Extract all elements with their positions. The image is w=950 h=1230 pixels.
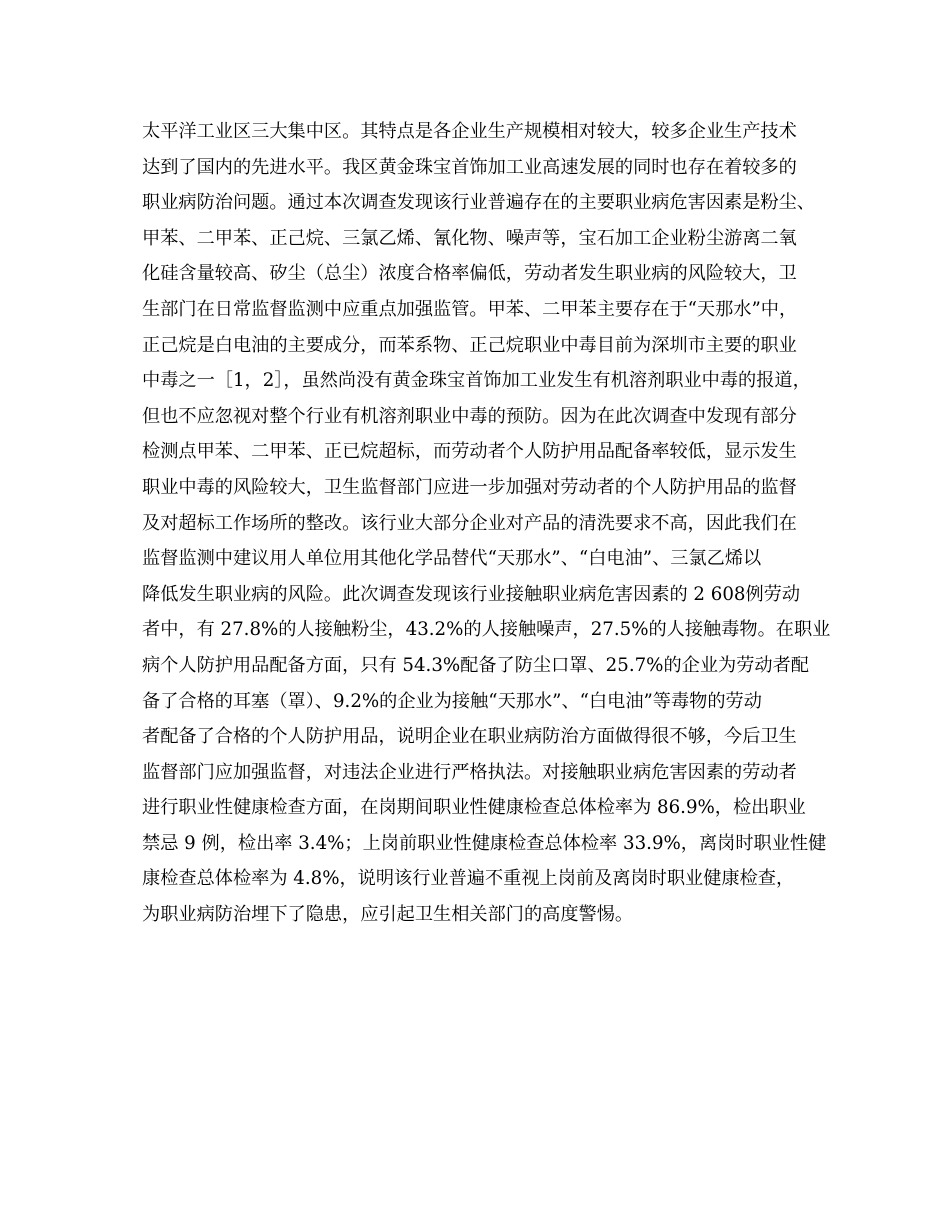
text-line: 病个人防护用品配备方面，只有 54.3%配备了防尘口罩、25.7%的企业为劳动者配 <box>142 654 809 676</box>
text-line: 为职业病防治埋下了隐患，应引起卫生相关部门的高度警惕。 <box>142 904 634 926</box>
text-line: 正己烷是白电油的主要成分，而苯系物、正己烷职业中毒目前为深圳市主要的职业 <box>142 334 797 356</box>
text-line: 职业中毒的风险较大，卫生监督部门应进一步加强对劳动者的个人防护用品的监督 <box>142 476 797 498</box>
text-line: 进行职业性健康检查方面，在岗期间职业性健康检查总体检率为 86.9%，检出职业 <box>142 797 806 819</box>
text-line: 备了合格的耳塞（罩）、9.2%的企业为接触“天那水”、“白电油”等毒物的劳动 <box>142 690 762 712</box>
text-line: 达到了国内的先进水平。我区黄金珠宝首饰加工业高速发展的同时也存在着较多的 <box>142 156 797 178</box>
text-line: 禁忌 9 例，检出率 3.4%；上岗前职业性健康检查总体检率 33.9%，离岗时职业性健 <box>142 832 827 854</box>
text-line: 降低发生职业病的风险。此次调查发现该行业接触职业病危害因素的 2 608例劳动 <box>142 583 801 605</box>
text-line: 者配备了合格的个人防护用品，说明企业在职业病防治方面做得很不够，今后卫生 <box>142 726 797 748</box>
text-line: 生部门在日常监督监测中应重点加强监管。甲苯、二甲苯主要存在于“天那水”中， <box>142 298 798 320</box>
text-line: 太平洋工业区三大集中区。其特点是各企业生产规模相对较大，较多企业生产技术 <box>142 121 797 142</box>
text-line: 检测点甲苯、二甲苯、正已烷超标，而劳动者个人防护用品配备率较低，显示发生 <box>142 441 797 463</box>
text-line: 但也不应忽视对整个行业有机溶剂职业中毒的预防。因为在此次调查中发现有部分 <box>142 405 797 427</box>
text-line: 康检查总体检率为 4.8%，说明该行业普遍不重视上岗前及离岗时职业健康检查， <box>142 868 795 890</box>
text-line: 者中，有 27.8%的人接触粉尘，43.2%的人接触噪声，27.5%的人接触毒物。在职业 <box>142 619 831 641</box>
text-line: 化硅含量较高、矽尘（总尘）浓度合格率偏低，劳动者发生职业病的风险较大，卫 <box>142 263 797 285</box>
text-line: 及对超标工作场所的整改。该行业大部分企业对产品的清洗要求不高，因此我们在 <box>142 512 797 534</box>
text-line: 甲苯、二甲苯、正己烷、三氯乙烯、氰化物、噪声等，宝石加工企业粉尘游离二氧 <box>142 227 797 249</box>
text-line: 职业病防治问题。通过本次调查发现该行业普遍存在的主要职业病危害因素是粉尘、 <box>142 192 815 214</box>
body-paragraph <box>142 114 831 933</box>
text-line: 监督监测中建议用人单位用其他化学品替代“天那水”、“白电油”、三氯乙烯以 <box>142 548 762 570</box>
text-line: 监督部门应加强监督，对违法企业进行严格执法。对接触职业病危害因素的劳动者 <box>142 761 797 783</box>
text-line: 中毒之一［1，2］，虽然尚没有黄金珠宝首饰加工业发生有机溶剂职业中毒的报道， <box>142 370 811 392</box>
